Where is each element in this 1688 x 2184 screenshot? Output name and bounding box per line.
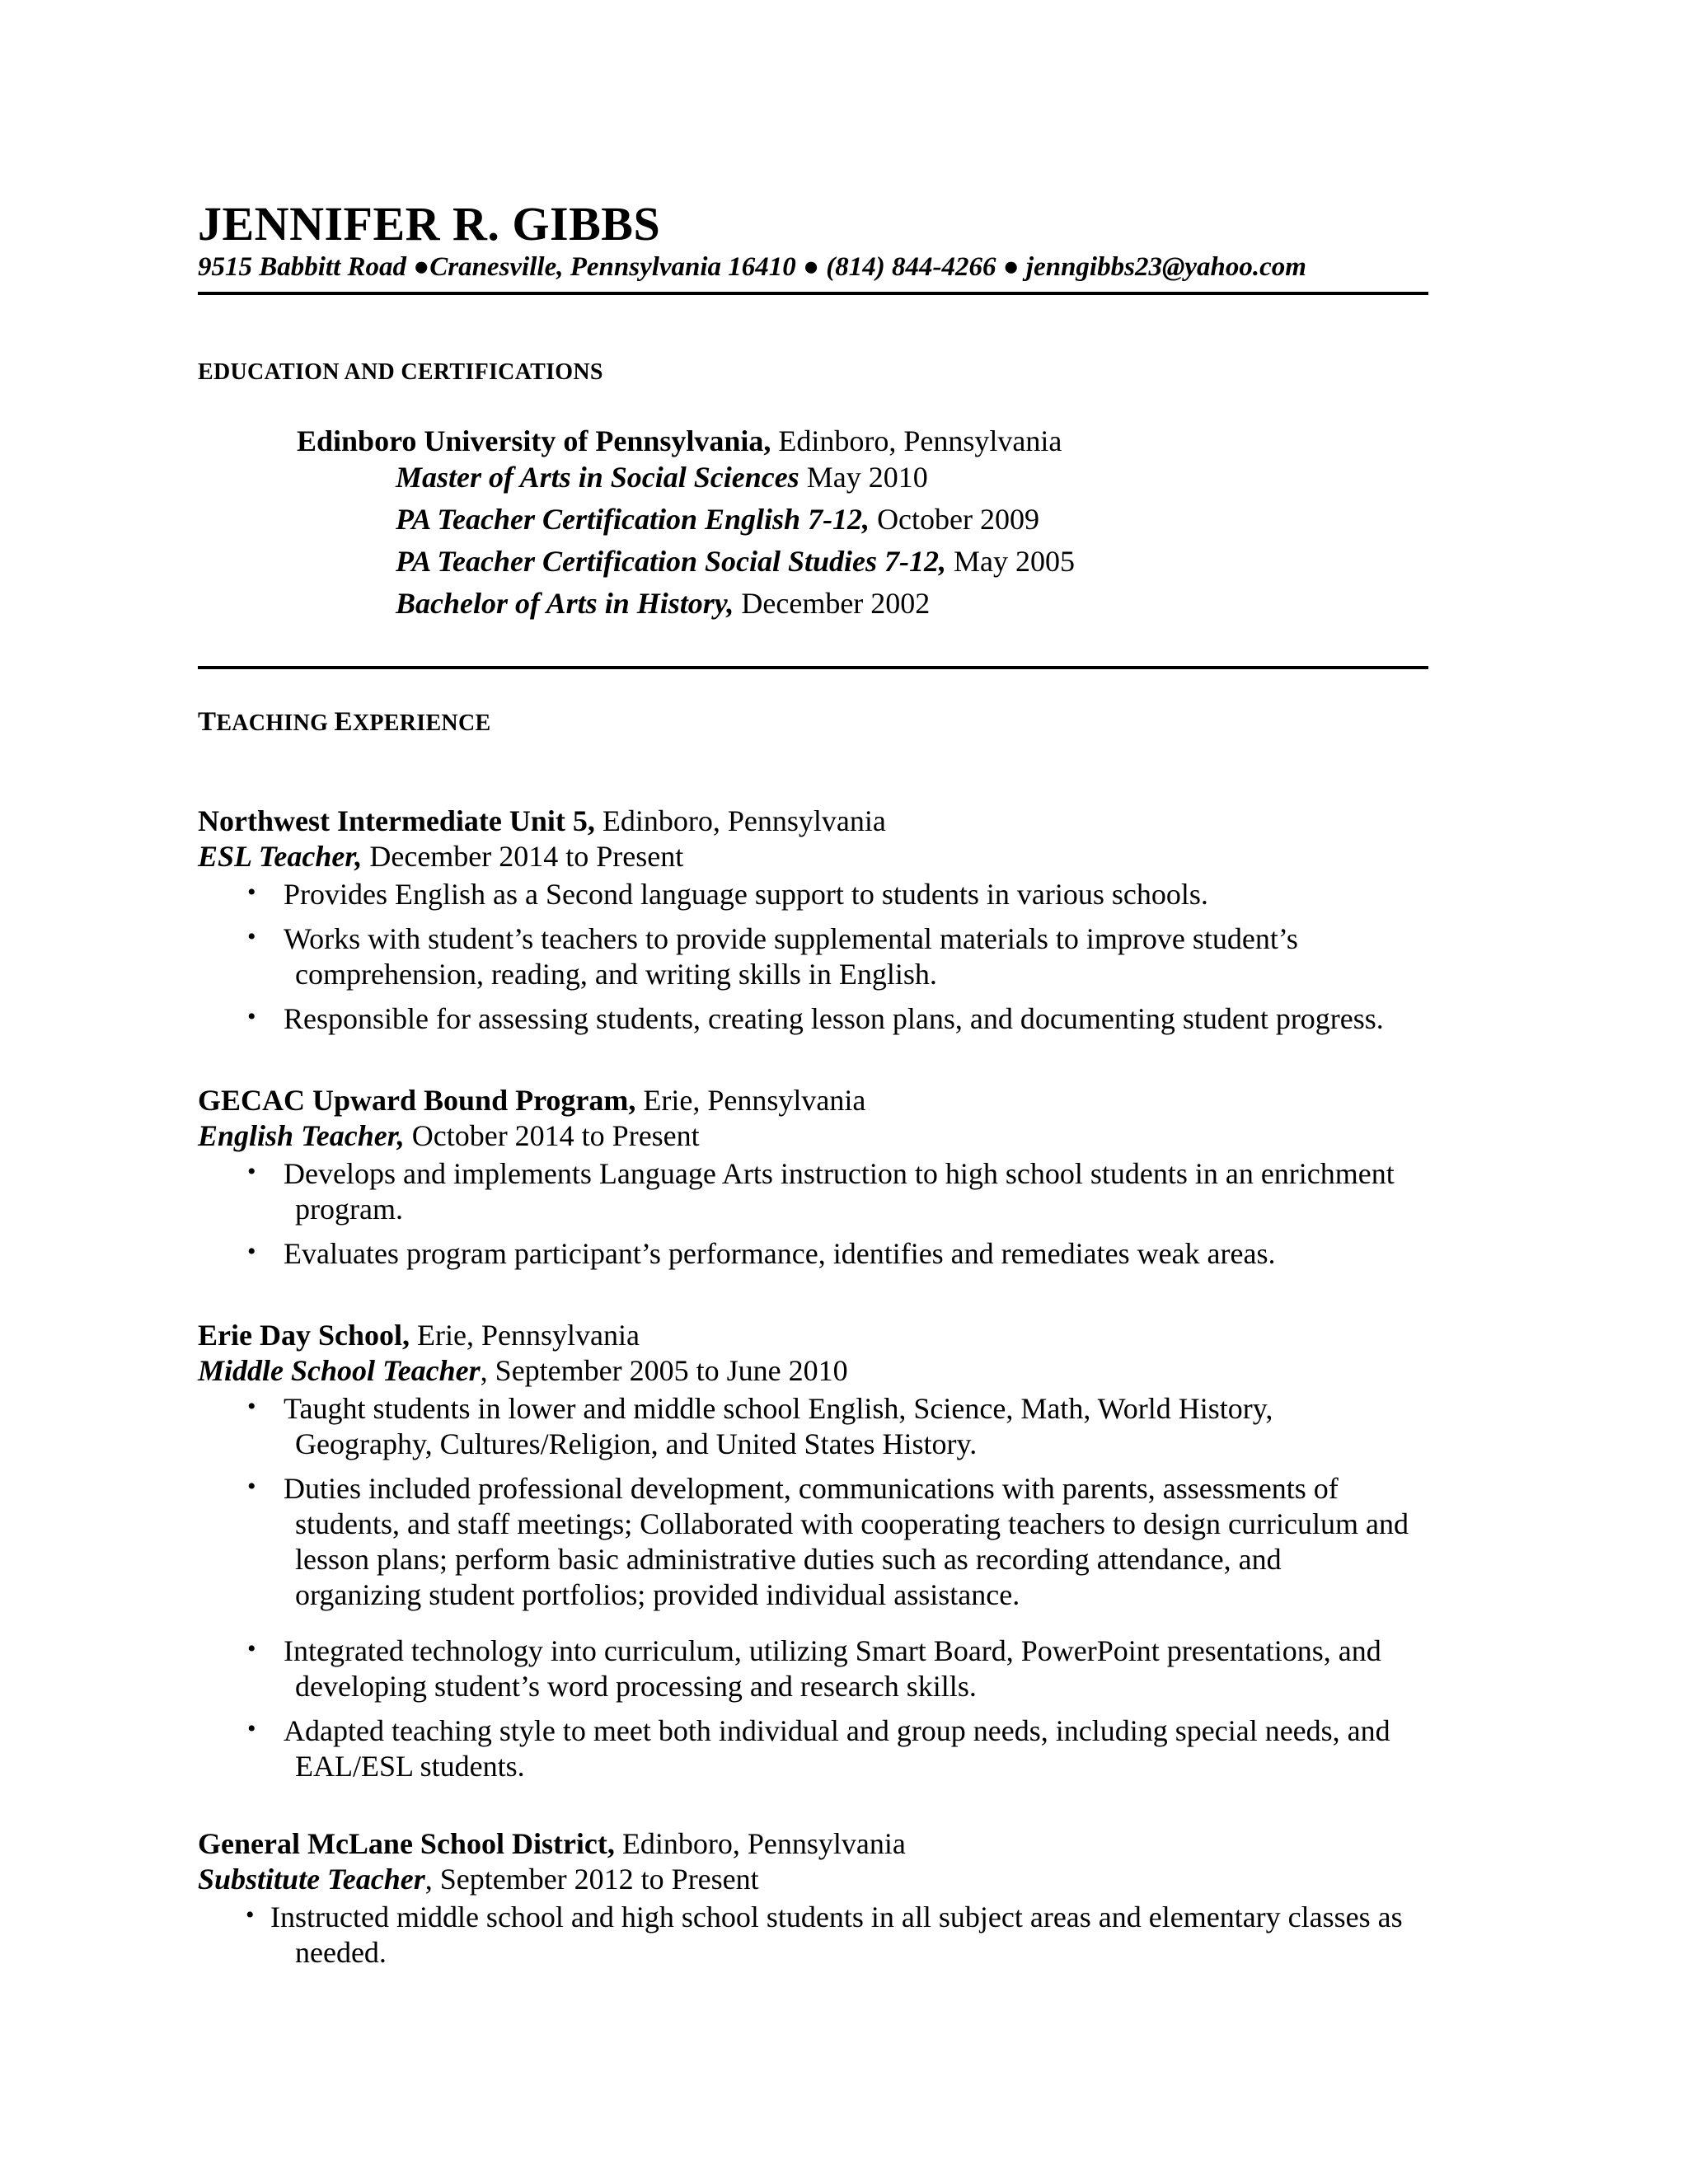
education-heading: EDUCATION AND CERTIFICATIONS: [198, 359, 603, 385]
bullet-text-continued: comprehension, reading, and writing skills in English.: [295, 958, 937, 991]
job-role: English Teacher,: [198, 1119, 405, 1152]
separator: ●: [803, 252, 819, 282]
bullet-text-continued: organizing student portfolios; provided individual assistance.: [295, 1578, 1020, 1611]
bullet-icon: •: [247, 1473, 256, 1500]
bullet-icon: •: [246, 1901, 255, 1929]
employer-location: Edinboro, Pennsylvania: [614, 1827, 906, 1860]
bullet-icon: •: [247, 1238, 256, 1265]
bullet-text: Instructed middle school and high school students in all subject areas and elementary classes as: [270, 1900, 1403, 1933]
job-dates: October 2014 to Present: [404, 1119, 700, 1152]
bullet-text: Taught students in lower and middle school English, Science, Math, World History,: [284, 1392, 1273, 1425]
bullet-text-continued: developing student’s word processing and research skills.: [295, 1670, 977, 1703]
role-line: [198, 1862, 759, 1896]
degree: Master of Arts in Social Sciences: [396, 461, 799, 494]
separator: ●: [413, 252, 430, 282]
bullet-icon: •: [247, 1715, 256, 1742]
bullet-icon: •: [247, 879, 256, 906]
degree-date: May 2010: [799, 461, 928, 494]
bullet-icon: •: [247, 1635, 256, 1662]
bullet-text-continued: needed.: [295, 1936, 387, 1969]
job-role: Substitute Teacher: [198, 1863, 425, 1896]
candidate-name: JENNIFER R. GIBBS: [198, 197, 661, 251]
employer-location: Edinboro, Pennsylvania: [594, 804, 886, 837]
section-divider: [198, 666, 1428, 669]
school-name: Edinboro University of Pennsylvania,: [297, 424, 771, 457]
bullet-text: Duties included professional development, communications with parents, assessments of: [284, 1472, 1339, 1505]
bullet-text-continued: program.: [295, 1193, 403, 1226]
school-line: [297, 424, 1062, 458]
education-item: [396, 586, 930, 621]
job-role: ESL Teacher,: [198, 840, 363, 873]
degree: PA Teacher Certification English 7-12,: [396, 503, 870, 536]
employer-line: [198, 1318, 640, 1352]
header-divider: [198, 292, 1428, 295]
role-line: [198, 839, 683, 874]
employer-name: Northwest Intermediate Unit 5,: [198, 804, 595, 837]
degree-date: May 2005: [946, 545, 1076, 578]
job-role: Middle School Teacher: [198, 1354, 481, 1387]
phone: (814) 844-4266: [826, 252, 996, 282]
bullet-icon: •: [247, 1393, 256, 1420]
job-dates: December 2014 to Present: [362, 840, 684, 873]
bullet-icon: •: [247, 923, 256, 950]
employer-location: Erie, Pennsylvania: [635, 1084, 866, 1117]
education-item: [396, 544, 1075, 579]
role-line: [198, 1118, 700, 1153]
education-item: [396, 502, 1039, 537]
degree-date: October 2009: [870, 503, 1040, 536]
bullet-text: Works with student’s teachers to provide supplemental materials to improve student’s: [284, 922, 1298, 955]
bullet-text: Provides English as a Second language support to students in various schools.: [284, 878, 1208, 911]
address: 9515 Babbitt Road: [198, 252, 407, 282]
bullet-text-continued: EAL/ESL students.: [295, 1750, 525, 1783]
separator: ●: [1002, 252, 1020, 282]
employer-name: General McLane School District,: [198, 1827, 615, 1860]
job-dates: , September 2012 to Present: [424, 1863, 759, 1896]
employer-name: Erie Day School,: [198, 1319, 410, 1352]
employer-line: [198, 1826, 906, 1861]
bullet-text: Develops and implements Language Arts instruction to high school students in an enrichment: [284, 1157, 1395, 1190]
bullet-text-continued: students, and staff meetings; Collaborated with cooperating teachers to design curriculum and: [295, 1507, 1409, 1540]
employer-line: [198, 1083, 865, 1118]
education-item: [396, 460, 928, 494]
city: Cranesville, Pennsylvania 16410: [429, 252, 796, 282]
school-location: Edinboro, Pennsylvania: [771, 424, 1062, 457]
bullet-icon: •: [247, 1003, 256, 1030]
degree: Bachelor of Arts in History,: [396, 587, 734, 620]
email: jenngibbs23@yahoo.com: [1025, 252, 1306, 282]
bullet-text-continued: lesson plans; perform basic administrative duties such as recording attendance, and: [295, 1543, 1282, 1576]
contact-line: [198, 252, 1306, 283]
bullet-text: Evaluates program participant’s performance, identifies and remediates weak areas.: [284, 1237, 1276, 1270]
bullet-icon: •: [247, 1158, 256, 1185]
bullet-text: Responsible for assessing students, creating lesson plans, and documenting student progress.: [284, 1002, 1384, 1035]
bullet-text-continued: Geography, Cultures/Religion, and United States History.: [295, 1427, 978, 1460]
employer-location: Erie, Pennsylvania: [410, 1319, 640, 1352]
degree-date: December 2002: [734, 587, 931, 620]
experience-heading: TEACHING EXPERIENCE: [198, 707, 491, 737]
employer-line: [198, 804, 886, 838]
job-dates: , September 2005 to June 2010: [480, 1354, 848, 1387]
bullet-text: Integrated technology into curriculum, utilizing Smart Board, PowerPoint presentations, and: [284, 1634, 1381, 1667]
degree: PA Teacher Certification Social Studies 7-12,: [396, 545, 947, 578]
employer-name: GECAC Upward Bound Program,: [198, 1084, 636, 1117]
bullet-text: Adapted teaching style to meet both individual and group needs, including special needs, and: [284, 1714, 1390, 1747]
role-line: [198, 1353, 848, 1388]
